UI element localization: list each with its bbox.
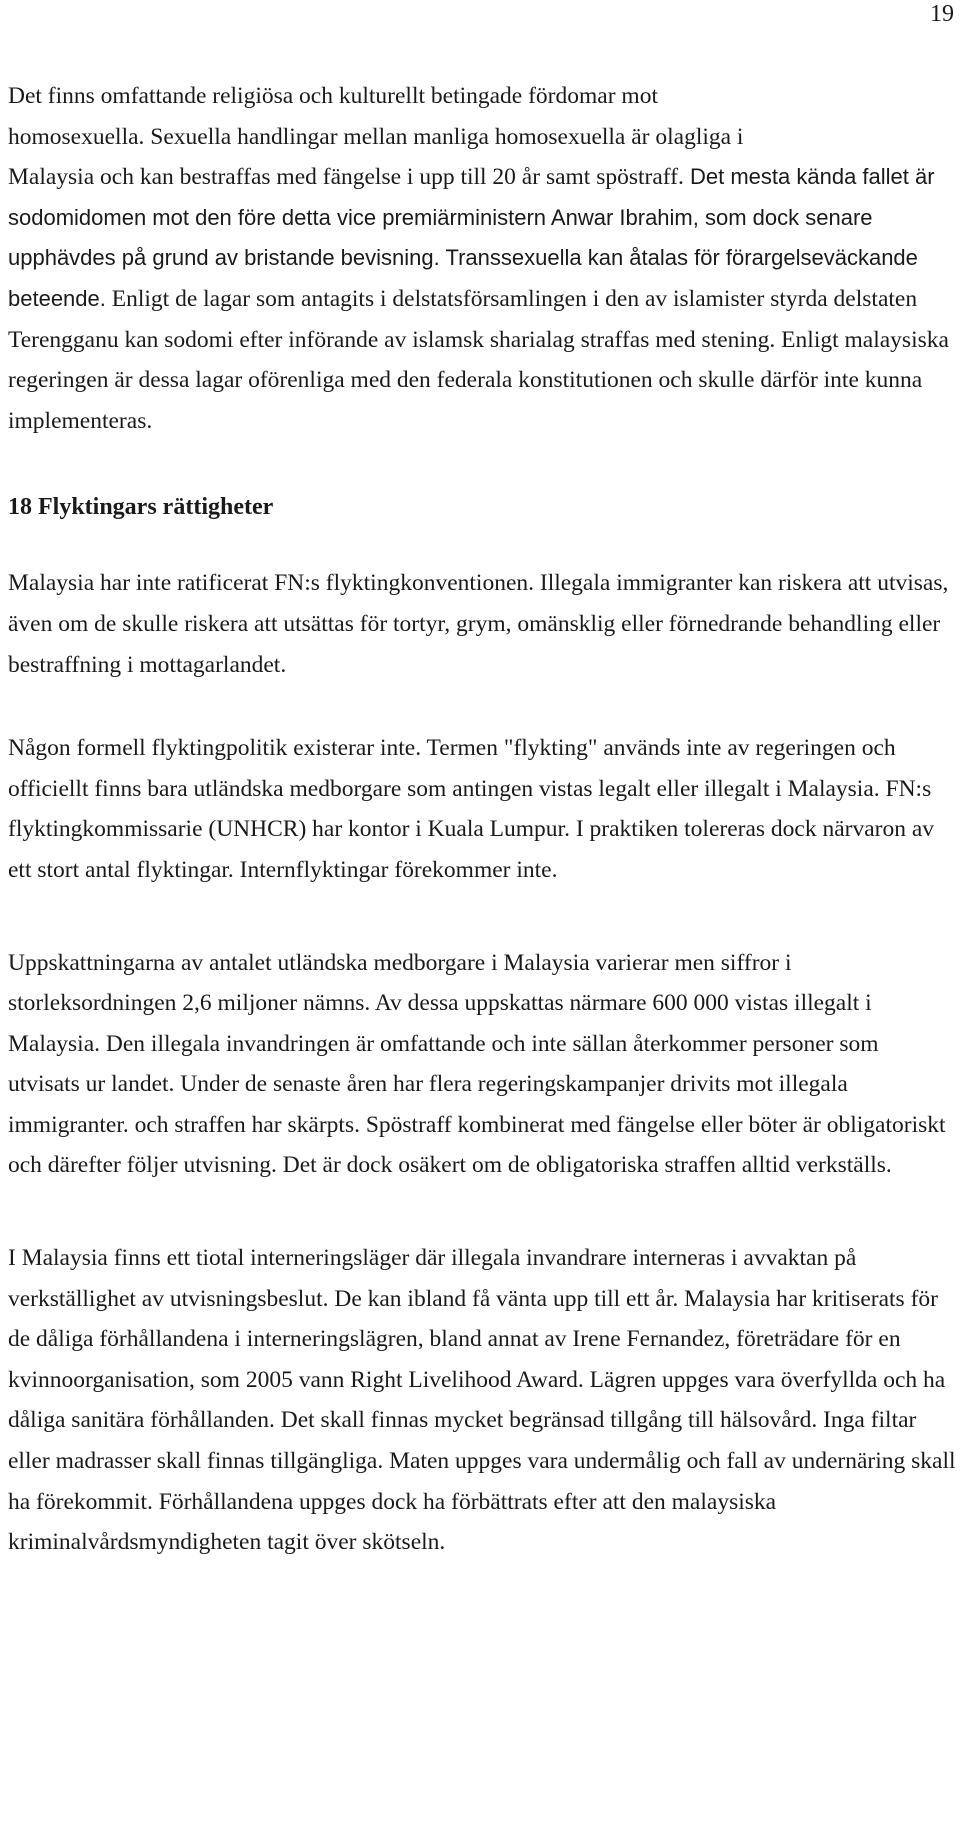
- paragraph-detention-camps: I Malaysia finns ett tiotal interneringsläger där illegala invandrare interneras i avvaktan på verkställighet av utvisningsbeslut. De kan ibland få vänta upp till ett år. Malaysia har kritiserats för de dåliga förhållandena i interneringslägren, bland annat av Irene Fernandez, företrädare för en kvinnoorganisation, som 2005 vann Right Livelihood Award. Lägren uppges vara överfyllda och ha dåliga sanitära förhållanden. Det skall finnas mycket begränsad tillgång till hälsovård. Inga filtar eller madrasser skall finnas tillgängliga. Maten uppges vara undermålig och fall av undernäring skall ha förekommit. Förhållandena uppges dock ha förbättrats efter att den malaysiska kriminalvårdsmyndigheten tagit över skötseln.: [8, 1245, 956, 1556]
- page-number: 19: [930, 1, 954, 27]
- section-heading: 18 Flyktingars rättigheter: [8, 494, 274, 521]
- paragraph-refugee-convention: Malaysia har inte ratificerat FN:s flyktingkonventionen. Illegala immigranter kan riskera att utvisas, även om de skulle riskera att utsättas för tortyr, grym, omänsklig eller förnedrande behandling eller bestraffning i mottagarlandet.: [8, 570, 949, 678]
- para1-serif-text: Enligt de lagar som antagits i delstatsförsamlingen i den av islamister styrda delstaten Terengganu kan sodomi efter införande av islamsk sharialag straffas med stening. Enligt malaysiska regeringen är dessa lagar oförenliga med den federala konstitutionen och skulle därför inte kunna implementeras.: [8, 285, 949, 434]
- document-body: [8, 76, 956, 1563]
- paragraph-homosexuality: [8, 76, 956, 441]
- paragraph-foreign-nationals: Uppskattningarna av antalet utländska medborgare i Malaysia varierar men siffror i storleksordningen 2,6 miljoner nämns. Av dessa uppskattas närmare 600 000 vistas illegalt i Malaysia. Den illegala invandringen är omfattande och inte sällan återkommer personer som utvisats ur landet. Under de senaste åren har flera regeringskampanjer drivits mot illegala immigranter. och straffen har skärpts. Spöstraff kombinerat med fängelse eller böter är obligatoriskt och därefter följer utvisning. Det är dock osäkert om de obligatoriska straffen alltid verkställs.: [8, 949, 946, 1179]
- para1-sans-text: Det mesta kända fallet är sodomidomen mot den före detta vice premiärministern Anwar Ibrahim, som dock senare upphävdes på grund av bristande bevisning. Transsexuella kan åtalas för förargelseväckande beteende.: [8, 164, 935, 311]
- paragraph-refugee-policy: Någon formell flyktingpolitik existerar inte. Termen "flykting" används inte av regeringen och officiellt finns bara utländska medborgare som antingen vistas legalt eller illegalt i Malaysia. FN:s flyktingkommissarie (UNHCR) har kontor i Kuala Lumpur. I praktiken tolereras dock närvaron av ett stort antal flyktingar. Internflyktingar förekommer inte.: [8, 735, 935, 883]
- para1-line1: Det finns omfattande religiösa och kulturellt betingade fördomar mot: [8, 83, 658, 109]
- para1-line2: homosexuella. Sexuella handlingar mellan manliga homosexuella är olagliga i: [8, 123, 744, 150]
- para1-line3: Malaysia och kan bestraffas med fängelse i upp till 20 år samt spöstraff.: [8, 164, 684, 191]
